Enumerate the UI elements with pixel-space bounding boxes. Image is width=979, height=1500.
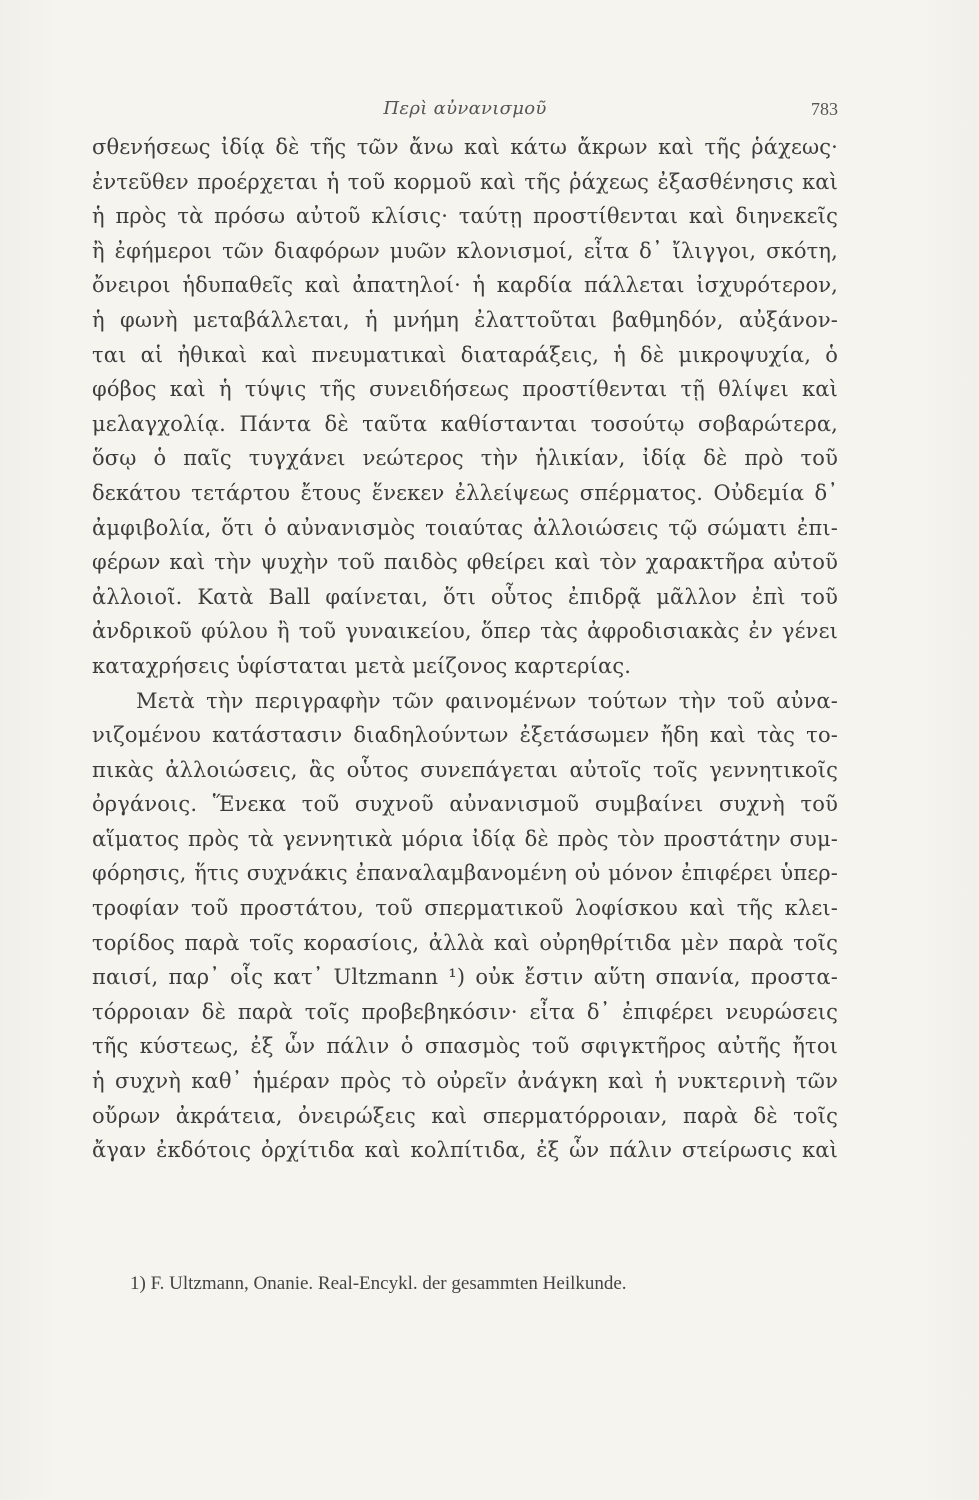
text-line: τροφίαν τοῦ προστάτου, τοῦ σπερματικοῦ λοφίσκου καὶ τῆς κλει- [92, 896, 838, 921]
text-line: αἵματος πρὸς τὰ γεννητικὰ μόρια ἰδίᾳ δὲ πρὸς τὸν προστάτην συμ- [92, 826, 838, 851]
text-line: φόρησις, ἥτις συχνάκις ἐπαναλαμβανομένη οὐ μόνον ἐπιφέρει ὑπερ- [92, 861, 838, 886]
text-line: ἀμφιβολία, ὅτι ὁ αὐνανισμὸς τοιαύτας ἀλλοιώσεις τῷ σώματι ἐπι- [92, 515, 838, 540]
text-line: νιζομένου κατάστασιν διαδηλούντων ἐξετάσωμεν ἤδη καὶ τὰς το- [92, 723, 838, 748]
text-line: μελαγχολίᾳ. Πάντα δὲ ταῦτα καθίστανται τοσούτῳ σοβαρώτερα, [92, 411, 838, 436]
text-line: παισί, παρ᾽ οἷς κατ᾽ Ultzmann ¹) οὐκ ἔστιν αὕτη σπανία, προστα- [92, 965, 838, 990]
footnote: 1) F. Ultzmann, Onanie. Real-Encykl. der gesammten Heilkunde. [130, 1273, 627, 1294]
text-line: οὔρων ἀκράτεια, ὀνειρώξεις καὶ σπερματόρροιαν, παρὰ δὲ τοῖς [92, 1103, 838, 1128]
text-line: τόρροιαν δὲ παρὰ τοῖς προβεβηκόσιν· εἶτα δ᾽ ἐπιφέρει νευρώσεις [92, 999, 838, 1024]
text-line: ται αἱ ἠθικαὶ καὶ πνευματικαὶ διαταράξεις, ἡ δὲ μικροψυχία, ὁ [92, 342, 838, 367]
text-line: πικὰς ἀλλοιώσεις, ἃς οὗτος συνεπάγεται αὐτοῖς τοῖς γεννητικοῖς [92, 757, 838, 782]
text-line: ἡ πρὸς τὰ πρόσω αὐτοῦ κλίσις· ταύτῃ προστίθενται καὶ διηνεκεῖς [92, 204, 838, 229]
text-line: σθενήσεως ἰδίᾳ δὲ τῆς τῶν ἄνω καὶ κάτω ἄκρων καὶ τῆς ῥάχεως· [92, 135, 838, 159]
text-line: ἡ συχνὴ καθ᾽ ἡμέραν πρὸς τὸ οὐρεῖν ἀνάγκη καὶ ἡ νυκτερινὴ τῶν [92, 1069, 838, 1094]
text-line: τορίδος παρὰ τοῖς κορασίοις, ἀλλὰ καὶ οὐρηθρίτιδα μὲν παρὰ τοῖς [92, 930, 838, 955]
text-line: ἄγαν ἐκδότοις ὀρχίτιδα καὶ κολπίτιδα, ἐξ ὧν πάλιν στείρωσις καὶ [92, 1138, 838, 1163]
text-line: καταχρήσεις ὑφίσταται μετὰ μείζονος καρτερίας. [92, 653, 632, 678]
text-line: ἀνδρικοῦ φύλου ἢ τοῦ γυναικείου, ὅπερ τὰς ἀφροδισιακὰς ἐν γένει [92, 619, 838, 644]
text-line: ὄνειροι ἡδυπαθεῖς καὶ ἀπατηλοί· ἡ καρδία πάλλεται ἰσχυρότερον, [92, 273, 838, 298]
text-line: ἢ ἐφήμεροι τῶν διαφόρων μυῶν κλονισμοί, εἶτα δ᾽ ἴλιγγοι, σκότη, [92, 238, 838, 263]
running-head [92, 98, 838, 128]
text-line: ἀλλοιοῖ. Κατὰ Ball φαίνεται, ὅτι οὗτος ἐπιδρᾷ μᾶλλον ἐπὶ τοῦ [92, 584, 838, 609]
text-line: ἐντεῦθεν προέρχεται ἡ τοῦ κορμοῦ καὶ τῆς ῥάχεως ἐξασθένησις καὶ [92, 169, 838, 194]
text-line: ὀργάνοις. Ἕνεκα τοῦ συχνοῦ αὐνανισμοῦ συμβαίνει συχνὴ τοῦ [92, 792, 838, 817]
text-line: ἡ φωνὴ μεταβάλλεται, ἡ μνήμη ἐλαττοῦται βαθμηδόν, αὐξάνον- [92, 307, 838, 332]
page-number: 783 [811, 99, 838, 119]
text-line: φόβος καὶ ἡ τύψις τῆς συνειδήσεως προστίθενται τῇ θλίψει καὶ [92, 377, 838, 402]
text-line: τῆς κύστεως, ἐξ ὧν πάλιν ὁ σπασμὸς τοῦ σφιγκτῆρος αὐτῆς ἤτοι [92, 1034, 838, 1059]
text-line: φέρων καὶ τὴν ψυχὴν τοῦ παιδὸς φθείρει καὶ τὸν χαρακτῆρα αὐτοῦ [92, 550, 838, 575]
body-text [92, 130, 838, 1168]
text-line: Μετὰ τὴν περιγραφὴν τῶν φαινομένων τούτων τὴν τοῦ αὐνα- [136, 688, 838, 713]
text-line: δεκάτου τετάρτου ἔτους ἕνεκεν ἐλλείψεως σπέρματος. Οὐδεμία δ᾽ [92, 480, 838, 505]
text-line: ὅσῳ ὁ παῖς τυγχάνει νεώτερος τὴν ἡλικίαν, ἰδίᾳ δὲ πρὸ τοῦ [92, 446, 838, 471]
running-title: Περὶ αὐνανισμοῦ [383, 98, 547, 119]
